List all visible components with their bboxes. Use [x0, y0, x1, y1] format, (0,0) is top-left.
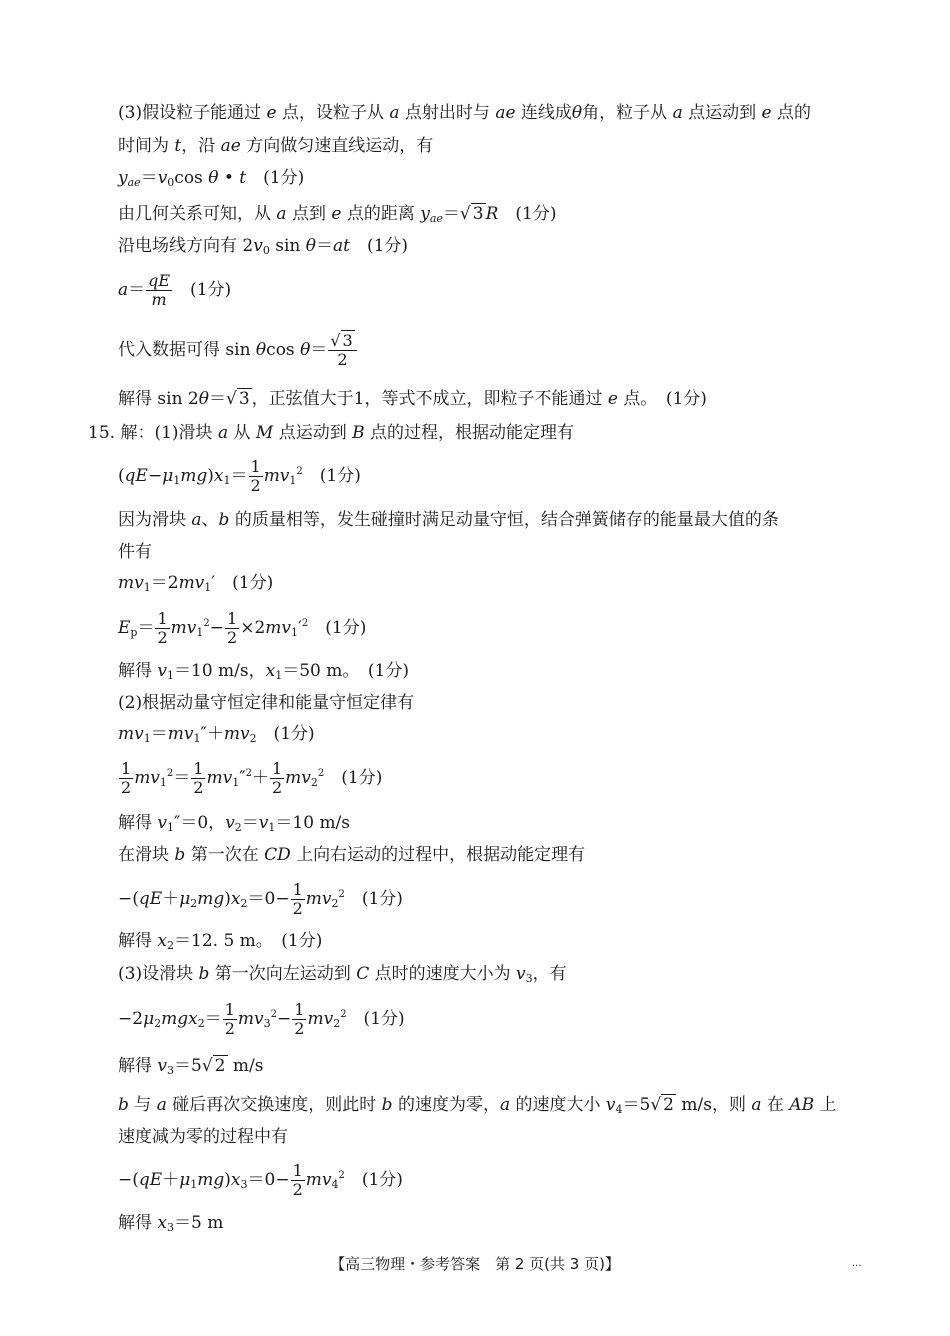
- page-footer: 【高三物理・参考答案 第 2 页(共 3 页)】: [330, 1255, 620, 1273]
- line-4: 由几何关系可知，从 a 点到 e 点的距离 $y_{ae}=√$ 3 R (1分): [118, 204, 557, 225]
- line-27: 速度减为零的过程中有: [118, 1127, 288, 1147]
- line-3: $y_{ae}=v_0\cos$ θ • t (1分): [118, 168, 305, 189]
- line-21: $-(qE+\mu_2mg)x_2=0-$ $\frac{1}{2}$ $mv_2^2$ (1分): [118, 880, 403, 918]
- line-2: 时间为 t，沿 ae 方向做匀速直线运动，有: [118, 136, 434, 156]
- line-5: 沿电场线方向有 $2v_0$ sin θ＝at (1分): [118, 236, 409, 257]
- line-7: 代入数据可得 sin θcos θ＝ $\frac{√ 3}{2}$: [118, 332, 358, 369]
- line-16: (2)根据动量守恒定律和能量守恒定律有: [118, 693, 415, 713]
- line-28: $-(qE+\mu_1mg)x_3=0-$ $\frac{1}{2}$ $mv_4^2$ (1分): [118, 1161, 403, 1199]
- line-9: 15. 解：(1)滑块 a 从 M 点运动到 B 点的过程，根据动能定理有: [88, 423, 575, 443]
- line-17: $mv_1=mv_1''+mv_2$ (1分): [118, 724, 315, 745]
- corner-mark: ...: [852, 1258, 862, 1269]
- line-10: $(qE-\mu_1mg)x_1=$ $\frac{1}{2}$ $mv_1^2$ (1分): [118, 457, 361, 495]
- line-6: a＝ $\frac{qE}{m}$ (1分): [118, 271, 232, 309]
- line-23: (3)设滑块 b 第一次向左运动到 C 点时的速度大小为 $v_3$，有: [118, 964, 567, 985]
- line-15: 解得 $v_1=10$ m/s，$x_1=50$ m。 (1分): [118, 661, 409, 682]
- line-26: b 与 a 碰后再次交换速度，则此时 b 的速度为零，a 的速度大小 $v_4=5√$ 2 m/s，则 a 在 AB 上: [118, 1095, 837, 1116]
- line-29: 解得 $x_3=5$ m: [118, 1213, 224, 1234]
- line-14: $E_p=$ $\frac{1}{2}$ $mv_1^2-$ $\frac{1}{2}$ $\times 2mv_1'^2$ (1分): [118, 609, 367, 647]
- line-11: 因为滑块 a、b 的质量相等，发生碰撞时满足动量守恒，结合弹簧储存的能量最大值的条: [118, 510, 779, 530]
- line-19: 解得 $v_1''=0$，$v_2=v_1=10$ m/s: [118, 813, 351, 834]
- line-8: 解得 sin 2θ＝√ 3 ，正弦值大于1，等式不成立，即粒子不能通过 e 点。 (1分): [118, 389, 707, 409]
- line-22: 解得 $x_2=12$. 5 m。 (1分): [118, 931, 323, 952]
- line-13: $mv_1=2mv_1'$ (1分): [118, 573, 274, 594]
- line-1: (3)假设粒子能通过 e 点，设粒子从 a 点射出时与 ae 连线成θ角，粒子从 a 点运动到 e 点的: [118, 103, 811, 123]
- line-12: 件有: [118, 542, 152, 562]
- line-24: $-2\mu_2mgx_2=$ $\frac{1}{2}$ $mv_3^2-$ $\frac{1}{2}$ $mv_2^2$ (1分): [118, 1000, 405, 1038]
- line-18: $\frac{1}{2}$ $mv_1^2=$ $\frac{1}{2}$ $mv_1''^2+$ $\frac{1}{2}$ $mv_2^2$ (1分): [121, 759, 383, 797]
- line-20: 在滑块 b 第一次在 CD 上向右运动的过程中，根据动能定理有: [118, 845, 586, 865]
- line-25: 解得 $v_3=5√$ 2 m/s: [118, 1056, 264, 1077]
